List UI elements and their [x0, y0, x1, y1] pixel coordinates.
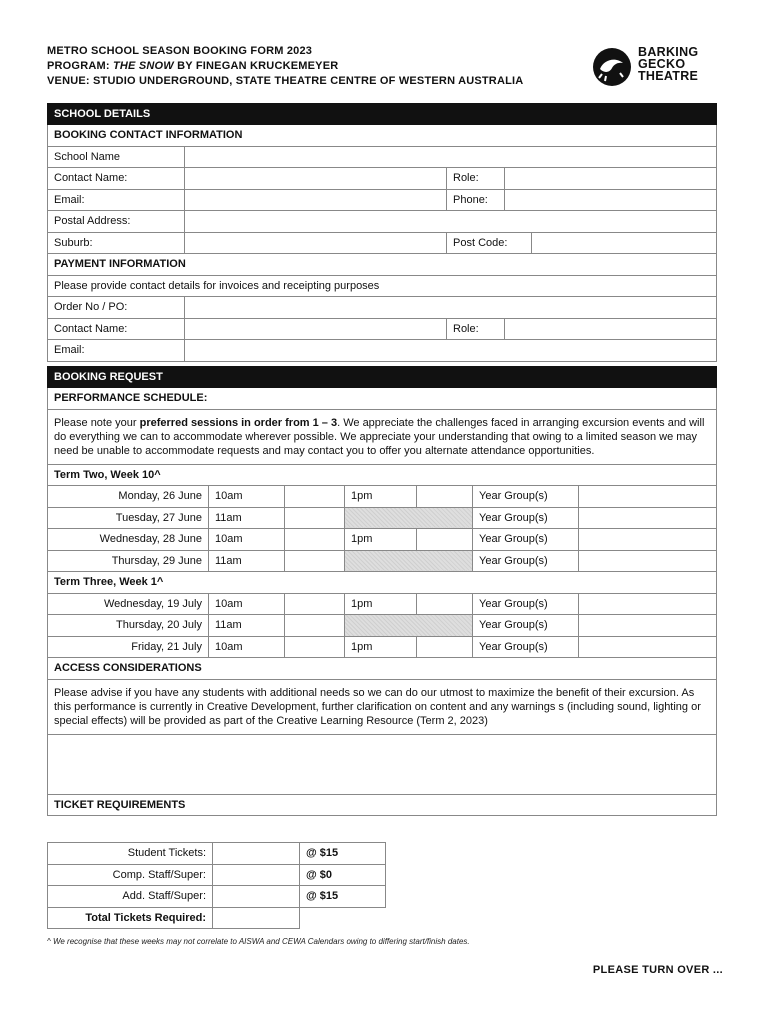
postcode-field[interactable] — [532, 232, 717, 254]
logo-line-2: GECKO — [638, 57, 686, 71]
session-pref-2[interactable] — [417, 636, 473, 658]
session-time-1: 11am — [209, 507, 285, 529]
ticket-qty-field[interactable] — [213, 886, 300, 908]
session-day: Monday, 26 June — [48, 486, 209, 508]
ticket-row — [48, 886, 386, 908]
venue-line: VENUE: STUDIO UNDERGROUND, STATE THEATRE CENTRE OF WESTERN AUSTRALIA — [47, 75, 524, 87]
session-time-2: 1pm — [345, 593, 417, 615]
session-time-1: 10am — [209, 486, 285, 508]
payment-note: Please provide contact details for invoices and receipting purposes — [48, 275, 717, 297]
school-name-label: School Name — [48, 146, 185, 168]
phone-label: Phone: — [447, 189, 505, 211]
year-group-field[interactable] — [579, 615, 717, 637]
barking-gecko-logo — [592, 44, 722, 90]
note-pre: Please note your — [54, 416, 140, 429]
program-prefix: PROGRAM: — [47, 60, 113, 72]
performance-schedule-heading: PERFORMANCE SCHEDULE: — [48, 388, 717, 410]
year-group-field[interactable] — [579, 636, 717, 658]
session-time-1: 11am — [209, 615, 285, 637]
logo-line-1: BARKING — [638, 45, 699, 59]
year-group-label: Year Group(s) — [473, 529, 579, 551]
year-group-label: Year Group(s) — [473, 593, 579, 615]
payment-contact-field[interactable] — [185, 318, 447, 340]
year-group-field[interactable] — [579, 507, 717, 529]
note-bold: preferred sessions in order from 1 – 3 — [139, 416, 338, 429]
term-three-heading: Term Three, Week 1^ — [48, 572, 717, 594]
year-group-field[interactable] — [579, 593, 717, 615]
session-row — [48, 636, 717, 658]
payment-info-heading: PAYMENT INFORMATION — [48, 254, 717, 276]
school-name-field[interactable] — [185, 146, 717, 168]
phone-field[interactable] — [505, 189, 717, 211]
ticket-label: Add. Staff/Super: — [48, 886, 213, 908]
session-row — [48, 550, 717, 572]
session-pref-1[interactable] — [285, 550, 345, 572]
session-row — [48, 486, 717, 508]
logo-line-3: THEATRE — [638, 69, 699, 83]
ticket-price: @ $15 — [300, 886, 386, 908]
program-line — [47, 59, 607, 74]
postal-address-label: Postal Address: — [48, 211, 185, 233]
booking-request-table — [47, 366, 717, 816]
year-group-field[interactable] — [579, 486, 717, 508]
ticket-qty-field[interactable] — [213, 864, 300, 886]
session-time-2: 1pm — [345, 486, 417, 508]
session-pref-1[interactable] — [285, 507, 345, 529]
session-day: Wednesday, 28 June — [48, 529, 209, 551]
suburb-field[interactable] — [185, 232, 447, 254]
ticket-row — [48, 843, 386, 865]
year-group-label: Year Group(s) — [473, 507, 579, 529]
session-day: Wednesday, 19 July — [48, 593, 209, 615]
session-time-1: 10am — [209, 529, 285, 551]
form-title: METRO SCHOOL SEASON BOOKING FORM 2023 — [47, 45, 313, 57]
payment-email-field[interactable] — [185, 340, 717, 362]
schedule-note — [48, 409, 717, 464]
session-pref-2[interactable] — [417, 529, 473, 551]
order-no-field[interactable] — [185, 297, 717, 319]
contact-name-field[interactable] — [185, 168, 447, 190]
gecko-icon — [592, 47, 632, 87]
unavailable-session — [345, 615, 473, 637]
note-post: . We appreciate the challenges faced in arranging excursion events and will do everything we can to accommodate wherever possible. We appreciate your understanding that owing to a limited season we may need be unable to accommodate requests and may contact you to offer you alternate attendance opportunities. — [54, 416, 705, 457]
year-group-label: Year Group(s) — [473, 550, 579, 572]
ticket-price: @ $0 — [300, 864, 386, 886]
ticket-label: Student Tickets: — [48, 843, 213, 865]
footnote: ^ We recognise that these weeks may not correlate to AISWA and CEWA Calendars owing to differing start/finish dates. — [47, 937, 470, 946]
session-time-1: 10am — [209, 593, 285, 615]
year-group-label: Year Group(s) — [473, 486, 579, 508]
session-row — [48, 529, 717, 551]
program-title: THE SNOW — [112, 60, 174, 72]
email-field[interactable] — [185, 189, 447, 211]
year-group-label: Year Group(s) — [473, 636, 579, 658]
total-tickets-label: Total Tickets Required: — [48, 907, 213, 929]
session-time-2: 1pm — [345, 636, 417, 658]
session-time-1: 10am — [209, 636, 285, 658]
postcode-label: Post Code: — [447, 232, 532, 254]
email-label: Email: — [48, 189, 185, 211]
payment-email-label: Email: — [48, 340, 185, 362]
booking-contact-heading: BOOKING CONTACT INFORMATION — [48, 125, 717, 147]
session-time-1: 11am — [209, 550, 285, 572]
ticket-price: @ $15 — [300, 843, 386, 865]
session-day: Thursday, 29 June — [48, 550, 209, 572]
session-row — [48, 507, 717, 529]
session-pref-1[interactable] — [285, 636, 345, 658]
school-details-table — [47, 103, 717, 362]
session-day: Tuesday, 27 June — [48, 507, 209, 529]
ticket-table — [47, 842, 386, 929]
session-row — [48, 593, 717, 615]
postal-address-field[interactable] — [185, 211, 717, 233]
role-field[interactable] — [505, 168, 717, 190]
session-pref-2[interactable] — [417, 593, 473, 615]
year-group-label: Year Group(s) — [473, 615, 579, 637]
ticket-label: Comp. Staff/Super: — [48, 864, 213, 886]
year-group-field[interactable] — [579, 550, 717, 572]
form-header — [47, 44, 607, 89]
ticket-requirements-heading: TICKET REQUIREMENTS — [48, 794, 717, 816]
session-pref-2[interactable] — [417, 486, 473, 508]
term-two-heading: Term Two, Week 10^ — [48, 464, 717, 486]
year-group-field[interactable] — [579, 529, 717, 551]
payment-role-field[interactable] — [505, 318, 717, 340]
session-time-2: 1pm — [345, 529, 417, 551]
session-pref-1[interactable] — [285, 593, 345, 615]
contact-name-label: Contact Name: — [48, 168, 185, 190]
total-spacer — [300, 907, 386, 929]
session-pref-1[interactable] — [285, 529, 345, 551]
program-suffix: BY FINEGAN KRUCKEMEYER — [173, 60, 339, 72]
school-details-heading: SCHOOL DETAILS — [48, 104, 717, 125]
session-pref-1[interactable] — [285, 615, 345, 637]
payment-role-label: Role: — [447, 318, 505, 340]
order-no-label: Order No / PO: — [48, 297, 185, 319]
turn-over-note: PLEASE TURN OVER ... — [592, 964, 723, 976]
access-note: Please advise if you have any students with additional needs so we can do our utmost to maximize the benefit of their excursion. As this performance is currently in Creative Development, further clarification on content and any warnings s (including sound, lighting or special effects) will be provided as part of the Creative Learning Resource (Term 2, 2023) — [48, 679, 717, 734]
unavailable-session — [345, 507, 473, 529]
booking-request-heading: BOOKING REQUEST — [48, 367, 717, 388]
session-pref-1[interactable] — [285, 486, 345, 508]
total-tickets-field[interactable] — [213, 907, 300, 929]
session-row — [48, 615, 717, 637]
role-label: Role: — [447, 168, 505, 190]
session-day: Thursday, 20 July — [48, 615, 209, 637]
unavailable-session — [345, 550, 473, 572]
access-considerations-heading: ACCESS CONSIDERATIONS — [48, 658, 717, 680]
access-considerations-field[interactable] — [48, 734, 717, 794]
ticket-qty-field[interactable] — [213, 843, 300, 865]
suburb-label: Suburb: — [48, 232, 185, 254]
payment-contact-label: Contact Name: — [48, 318, 185, 340]
ticket-row — [48, 864, 386, 886]
total-row — [48, 907, 386, 929]
session-day: Friday, 21 July — [48, 636, 209, 658]
